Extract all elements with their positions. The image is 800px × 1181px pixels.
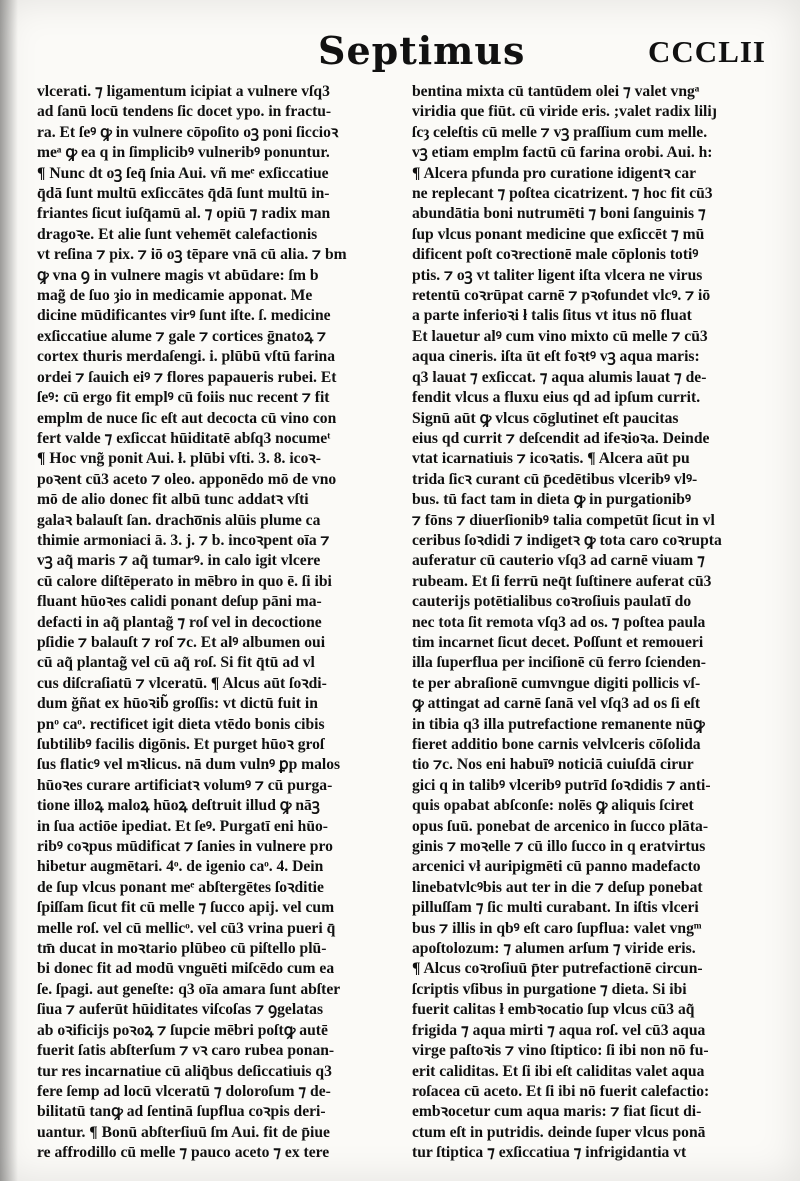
text-line: hibetur augmētari. 4ᵒ. de igenio caᵒ. 4. Dein [37, 858, 324, 876]
text-line: quis opabat abſconſe: nolēs ꝙ aliquis ſciret [412, 797, 694, 815]
text-line: roſacea cū aceto. Et ſi ibi nō fuerit calefactio: [412, 1082, 710, 1100]
text-line: illa ſuperflua per inciſionē cū ferro ſcienden- [412, 654, 706, 672]
text-line: thimie armoniaci ā. 3. j. ⁊ b. incoꝛpent oīa ⁊ [37, 531, 330, 549]
text-line: tm̄ ducat in moꝛtario plūbeo cū piſtello plū- [37, 940, 327, 958]
text-line: defacti in aq̃ plantag̃ ⁊ roſ vel in decoctione [37, 613, 322, 631]
text-line: ad ſanū locū tendens ſic docet ypo. in fractu- [37, 103, 332, 121]
text-line: meᵃ ꝙ ea q in ſimplicibꝰ vulneribꝰ ponuntur. [37, 144, 330, 162]
text-line: vꝫ etiam emplm factū cū farina orobi. Aui. h: [412, 144, 713, 162]
text-line: ⁊ fōns ⁊ diuerſionibꝰ talia competūt ſicut in vl [412, 511, 715, 529]
text-line: fere ſemp ad locū vlceratū ⁊ doloroſum ⁊ de- [37, 1082, 331, 1100]
text-line: linebatvlcꝰbis aut ter in die ⁊ deſup ponebat [412, 878, 703, 896]
text-line: ꝙ attingat ad carnē ſanā vel vſq3 ad os ſi eſt [412, 695, 701, 713]
text-line: ꝙ vna ꝯ in vulnere magis vt abūdare: ſm b [37, 266, 319, 284]
text-line: tur res incarnatiue cū aliq̄bus deſiccatiuis q3 [37, 1062, 332, 1080]
text-line: frigida ⁊ aqua mirti ⁊ aqua roſ. vel cū3 aqua [412, 1021, 706, 1039]
text-line: tio ⁊c. Nos eni habuīꝰ noticiā cuiuſdā cirur [412, 756, 694, 774]
left-column [37, 82, 402, 1164]
text-line: erit caliditas. Et ſi ibi eſt caliditas valet aqua [412, 1062, 705, 1080]
text-line: ſcriptis vſibus in purgatione ⁊ dieta. Si ibi [412, 980, 687, 998]
text-line: pnᵒ caᵒ. rectificet igit dieta vtēdo bonis cibis [37, 715, 325, 733]
text-line: ¶ Nunc dt oꝫ ſeq̄ ſnia Aui. vñ meᵉ exſiccatiue [37, 164, 329, 182]
text-line: opus ſuū. ponebat de arcenico in ſucco plāta- [412, 817, 709, 835]
text-line: virge paſtoꝛis ⁊ vino ſtiptico: ſi ibi non nō fu- [412, 1042, 709, 1060]
text-line: pſidie ⁊ balauſt ⁊ roſ ⁊c. Et alꝰ albumen oui [37, 633, 326, 651]
text-line: bi donec fit ad modū vnguēti miſcēdo cum ea [37, 960, 335, 978]
text-line: mō de alio donec fit albū tunc addatꝛ vſti [37, 491, 309, 509]
text-line: auferatur cū cauterio vſq3 ad carnē viuam ⁊ [412, 552, 705, 570]
text-line: tur ſtiptica ⁊ exſiccatiua ⁊ infrigidantia vt [412, 1144, 687, 1162]
binding-shadow [0, 0, 18, 1181]
text-line: rubeam. Et ſi ferrū neq̄t ſuſtinere auferat cū3 [412, 572, 712, 590]
text-line: fuerit ſatis abſterſum ⁊ vꝛ caro rubea ponan- [37, 1042, 335, 1060]
text-line: dum ğñat ex hūoꝛib̃ groſſis: vt dictū fuit in [37, 695, 318, 713]
text-line: mag̃ de ſuo ȝio in medicamie apponat. Me [37, 287, 313, 305]
text-line: in ſua actiōe ipediat. Et ſeꝰ. Purgatī eni hūo- [37, 817, 328, 835]
text-line: ¶ Alcus coꝛroſiuū p̄ter putrefactionē circun- [412, 960, 703, 978]
text-line: ¶ Alcera pfunda pro curatione idigentꝛ car [412, 164, 697, 182]
text-line: arcenici vł auripigmēti cū panno madefacto [412, 858, 701, 876]
text-line: bilitatū tanꝙ ad ſentinā ſupflua coꝛpis deri- [37, 1103, 326, 1121]
text-line: emplm de nuce ſic eſt aut decocta cū vino con [37, 409, 337, 427]
text-line: ¶ Hoc vng̃ ponit Aui. ł. plūbi vſti. 3. 8. icoꝛ- [37, 450, 321, 468]
text-line: cū calore diſtēperato in mēbro in quo ē. ſi ibi [37, 572, 332, 590]
text-line: q3 lauat ⁊ exſiccat. ⁊ aqua alumis lauat ⁊ de- [412, 368, 707, 386]
text-line: bentina mixta cū tantūdem olei ⁊ valet vngᵃ [412, 83, 700, 100]
text-line: exſiccatiue alume ⁊ gale ⁊ cortices ḡnatoꝝ ⁊ [37, 327, 327, 345]
text-line: eius qd currit ⁊ deſcendit ad ifeꝛioꝛa. Deinde [412, 429, 710, 447]
text-line: fuerit calitas ł embꝛocatio ſup vlcus cū3 aq̃ [412, 1001, 695, 1019]
text-line: nec tota ſit remota vſq3 ad os. ⁊ poſtea paula [412, 613, 706, 631]
text-line: melle roſ. vel cū mellicᵒ. vel cū3 vrina pueri q̄ [37, 919, 336, 937]
text-line: q̄dā ſunt multū exſiccātes q̄dā ſunt multū in- [37, 185, 330, 203]
text-line: ctum eſt in putridis. deinde ſuper vlcus ponā [412, 1123, 706, 1141]
text-line: tim incarnet ſicut decet. Poſſunt et remoueri [412, 633, 704, 651]
text-line: vt reſina ⁊ pix. ⁊ iō oꝫ tēpare vnā cū alia. ⁊ bm [37, 246, 347, 264]
text-line: dificent poſt coꝛrectionē male cōplonis totiꝰ [412, 246, 699, 264]
text-line: galaꝛ balauſt ſan. dracho̅nis alūis plume ca [37, 511, 321, 529]
text-line: de ſup vlcus ponant meᵉ abſtergētes ſoꝛditie [37, 878, 324, 896]
folio-number: CCCLII [648, 34, 766, 69]
text-line: hūoꝛes curare artificiatꝛ volumꝰ ⁊ cū purga- [37, 776, 333, 794]
text-line: ordei ⁊ ſauich eiꝰ ⁊ flores papaueris rubei. Et [37, 368, 337, 386]
text-line: cauterijs potētialibus coꝛroſiuis paulatī do [412, 593, 692, 611]
text-line: bus. tū fact tam in dieta ꝙ in purgationibꝰ [412, 491, 691, 509]
text-line: dragoꝛe. Et alie ſunt vehemēt calefactionis [37, 225, 318, 243]
right-column [412, 82, 772, 1164]
text-line: viridia que fiūt. cū viride eris. ;valet radix liliȷ [412, 103, 717, 121]
running-title: Septimus [318, 28, 526, 73]
text-line: ſe. ſpagi. aut geneſte: q3 oīa amara ſunt abſter [37, 980, 341, 998]
text-line: tione illoꝝ maloꝝ hūoꝝ deſtruit illud ꝙ nāꝫ [37, 797, 320, 815]
running-head [0, 28, 800, 78]
text-line: ribꝰ coꝛpus mūdificat ⁊ ſanies in vulnere pro [37, 838, 333, 856]
text-line: gici q in talibꝰ vlceribꝰ putrīd ſoꝛdidis ⁊ anti- [412, 776, 711, 794]
text-line: fert valde ⁊ exſiccat hūiditatē abſq3 nocumeᵗ [37, 429, 331, 447]
text-line: cus diſcraſiatū ⁊ vlceratū. ¶ Alcus aūt ſoꝛdi- [37, 674, 327, 692]
text-line: ſup vlcus ponant medicine que exſiccēt ⁊ mū [412, 225, 705, 243]
text-line: ſeꝰ: cū ergo fit emplꝰ cū foiis nuc recent ⁊ fit [37, 389, 330, 407]
text-line: ſiua ⁊ auferūt hūiditates viſcoſas ⁊ ꝯgelatas [37, 1001, 324, 1019]
text-line: fluant hūoꝛes calidi ponant deſup pāni ma- [37, 593, 322, 611]
text-line: ſpiſſam ſicut fit cū melle ⁊ ſucco apij. vel cum [37, 899, 335, 917]
text-line: ne replecant ⁊ poſtea cicatrizent. ⁊ hoc fit cū3 [412, 185, 713, 203]
text-line: cortex thuris merdaſengi. i. plūbū vſtū farina [37, 348, 336, 366]
text-line: embꝛocetur cum aqua maris: ⁊ fiat ſicut di- [412, 1103, 702, 1121]
text-line: aqua cineris. iſta ūt eſt foꝛtꝰ vꝫ aqua maris: [412, 348, 700, 366]
text-line: Et lauetur alꝰ cum vino mixto cū melle ⁊ cū3 [412, 327, 708, 345]
text-line: uantur. ¶ Bonū abſterſiuū ſm Aui. fit de p̄iue [37, 1123, 330, 1141]
text-line: ceribus ſoꝛdidi ⁊ indigetꝛ ꝙ tota caro coꝛrupta [412, 531, 722, 549]
text-line: retentū coꝛrūpat carnē ⁊ pꝛofundet vlcꝰ. ⁊ iō [412, 287, 711, 305]
text-line: ſus flaticꝰ vel mꝛlicus. nā dum vulnꝰ ꝑp malos [37, 756, 341, 774]
text-line: te per abraſionē cumvngue digiti pollicis vſ- [412, 674, 701, 692]
text-line: re affrodillo cū melle ⁊ pauco aceto ⁊ ex tere [37, 1144, 330, 1162]
text-line: trida ſicꝛ curant cū p̄cedētibus vlceribꝰ vlꝰ- [412, 470, 698, 488]
text-line: friantes ſicut iuſq̄amū al. ⁊ opiū ⁊ radix man [37, 205, 331, 223]
text-line: vꝫ aq̃ maris ⁊ aq̃ tumarꝰ. in calo igit vlcere [37, 552, 321, 570]
text-line: bus ⁊ illis in qbꝰ eſt caro ſupflua: valet vngᵐ [412, 919, 702, 937]
text-line: pilluſſam ⁊ ſic multi curabant. In iſtis vlceri [412, 899, 699, 917]
text-line: vtat icarnatiuis ⁊ icoꝛatis. ¶ Alcera aūt pu [412, 450, 690, 468]
text-line: ſcȝ celeſtis cū melle ⁊ vꝫ praſſium cum melle. [412, 123, 708, 141]
text-line: apoſtolozum: ⁊ alumen arſum ⁊ viride eris. [412, 940, 696, 958]
text-line: fieret additio bone carnis velvlceris cōſolida [412, 736, 701, 753]
text-line: ab oꝛificijs poꝛoꝝ ⁊ ſupcie mēbri poſtꝙ autē [37, 1021, 328, 1039]
text-line: poꝛent cū3 aceto ⁊ oleo. apponēdo mō de vno [37, 470, 337, 488]
text-line: ſubtilibꝰ facilis digōnis. Et purget hūoꝛ groſ [37, 736, 325, 753]
text-line: ra. Et ſeꝰ ꝙ in vulnere cōpoſito oꝫ poni ſiccioꝛ [37, 123, 339, 141]
text-line: in tibia q3 illa putrefactione remanente nūꝙ [412, 715, 705, 733]
text-line: dicine mūdificantes virꝰ ſunt iſte. ſ. medicine [37, 307, 331, 325]
text-line: vlcerati. ⁊ ligamentum icipiat a vulnere vſq3 [37, 83, 330, 100]
text-line: a parte inferioꝛi ł talis ſitus vt itus nō fluat [412, 307, 692, 325]
text-line: cū aq̃ plantag̃ vel cū aq̃ roſ. Si fit q̄tū ad vl [37, 654, 315, 672]
text-line: fendit vlcus a fluxu eius qd ad ipſum currit. [412, 389, 701, 407]
text-line: ptis. ⁊ oꝫ vt taliter ligent iſta vlcera ne virus [412, 266, 703, 284]
text-line: abundātia boni nutrumēti ⁊ boni ſanguinis ⁊ [412, 205, 706, 223]
text-line: Signū aūt ꝙ vlcus cōglutinet eſt paucitas [412, 409, 679, 427]
text-line: ginis ⁊ moꝛelle ⁊ cū illo ſucco in q eratvirtus [412, 838, 706, 856]
